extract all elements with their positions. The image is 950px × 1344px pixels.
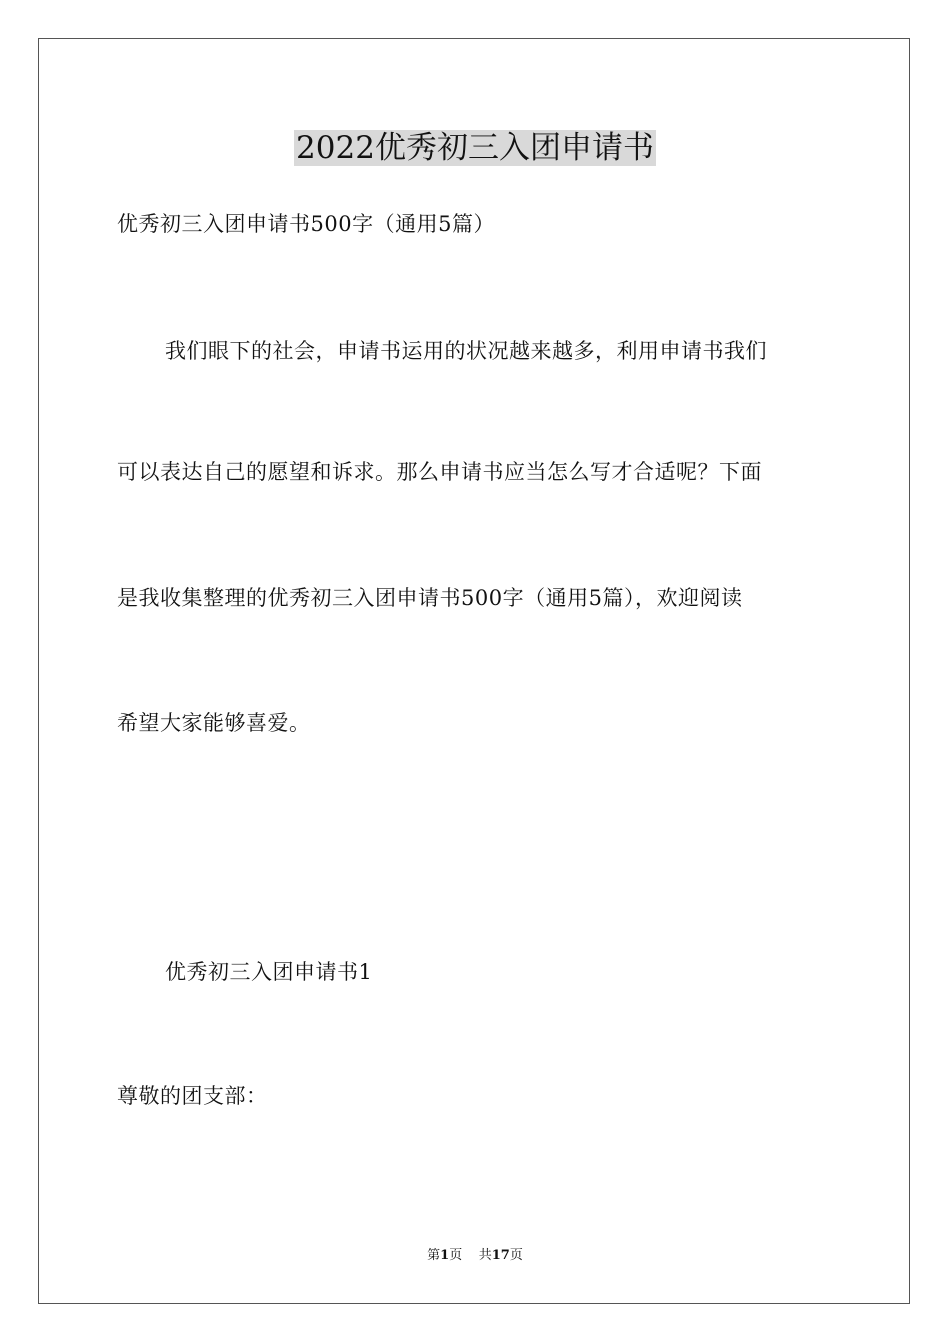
intro-line-3: 是我收集整理的优秀初三入团申请书500字（通用5篇），欢迎阅读 (117, 586, 743, 610)
intro-line-4: 希望大家能够喜爱。 (117, 711, 311, 735)
intro-line-1: 我们眼下的社会，申请书运用的状况越来越多，利用申请书我们 (165, 339, 767, 363)
page-footer (0, 1247, 950, 1265)
footer-page-suffix: 页 (449, 1248, 463, 1263)
intro-line-2: 可以表达自己的愿望和诉求。那么申请书应当怎么写才合适呢？下面 (117, 460, 762, 484)
footer-total-prefix: 共 (478, 1248, 492, 1263)
document-subtitle: 优秀初三入团申请书500字（通用5篇） (117, 212, 495, 236)
footer-total-pages: 17 (491, 1248, 510, 1263)
salutation: 尊敬的团支部： (117, 1084, 268, 1108)
document-title-wrap (0, 128, 950, 168)
footer-page-prefix: 第 (427, 1248, 441, 1263)
footer-total-suffix: 页 (509, 1248, 523, 1263)
footer-page-number: 1 (440, 1248, 450, 1263)
section-heading: 优秀初三入团申请书1 (165, 960, 373, 984)
document-title: 2022优秀初三入团申请书 (296, 130, 654, 166)
